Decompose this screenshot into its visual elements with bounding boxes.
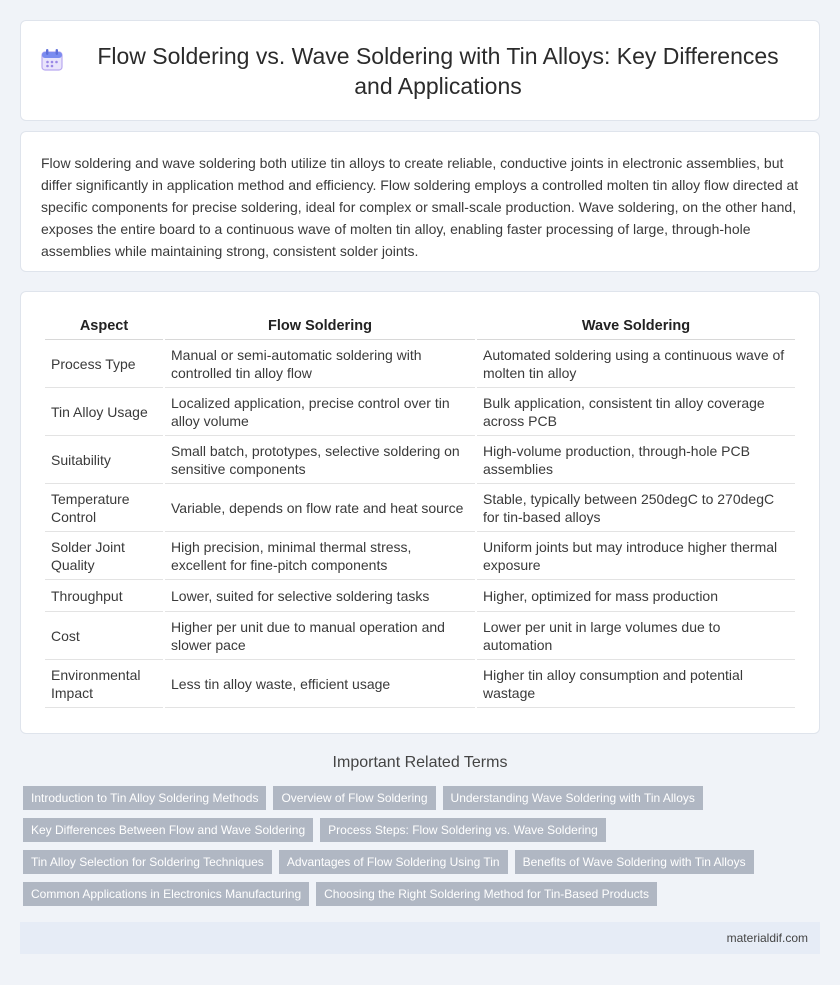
related-term-tag[interactable]: Understanding Wave Soldering with Tin Alloys	[443, 786, 703, 810]
related-term-tag[interactable]: Key Differences Between Flow and Wave Soldering	[23, 818, 313, 842]
related-term-tag[interactable]: Process Steps: Flow Soldering vs. Wave Soldering	[320, 818, 606, 842]
table-row	[45, 388, 795, 436]
flow-cell: Lower, suited for selective soldering tasks	[165, 580, 475, 612]
related-term-tag[interactable]: Overview of Flow Soldering	[273, 786, 435, 810]
table-row	[45, 436, 795, 484]
wave-cell: Higher tin alloy consumption and potential wastage	[477, 660, 795, 708]
wave-cell: Lower per unit in large volumes due to automation	[477, 612, 795, 660]
wave-cell: Higher, optimized for mass production	[477, 580, 795, 612]
table-row	[45, 580, 795, 612]
aspect-cell: Throughput	[45, 580, 163, 612]
aspect-cell: Cost	[45, 612, 163, 660]
comparison-table	[43, 316, 797, 708]
related-term-tag[interactable]: Introduction to Tin Alloy Soldering Methods	[23, 786, 266, 810]
header-aspect: Aspect	[45, 316, 163, 340]
intro-card	[20, 131, 820, 272]
flow-cell: Higher per unit due to manual operation and slower pace	[165, 612, 475, 660]
wave-cell: Bulk application, consistent tin alloy coverage across PCB	[477, 388, 795, 436]
header-card	[20, 20, 820, 121]
intro-paragraph: Flow soldering and wave soldering both utilize tin alloys to create reliable, conductive joints in electronic assemblies, but differ significantly in application method and efficiency. Flow soldering employs a controlled molten tin alloy flow directed at specific components for precise soldering, ideal for complex or small-scale production. Wave soldering, on the other hand, exposes the entire board to a continuous wave of molten tin alloy, enabling faster processing of large, through-hole assemblies while maintaining strong, consistent solder joints.	[41, 155, 799, 259]
header-flow-soldering: Flow Soldering	[165, 316, 475, 340]
wave-cell: Automated soldering using a continuous wave of molten tin alloy	[477, 340, 795, 388]
table-row	[45, 532, 795, 580]
related-terms-list	[23, 786, 823, 914]
wave-cell: Stable, typically between 250degC to 270degC for tin-based alloys	[477, 484, 795, 532]
aspect-cell: Process Type	[45, 340, 163, 388]
related-term-tag[interactable]: Advantages of Flow Soldering Using Tin	[279, 850, 508, 874]
aspect-cell: Suitability	[45, 436, 163, 484]
flow-cell: High precision, minimal thermal stress, excellent for fine-pitch components	[165, 532, 475, 580]
flow-cell: Small batch, prototypes, selective soldering on sensitive components	[165, 436, 475, 484]
footer	[20, 922, 820, 954]
related-term-tag[interactable]: Benefits of Wave Soldering with Tin Alloys	[515, 850, 754, 874]
related-term-tag[interactable]: Tin Alloy Selection for Soldering Techniques	[23, 850, 272, 874]
table-row	[45, 660, 795, 708]
flow-cell: Variable, depends on flow rate and heat source	[165, 484, 475, 532]
flow-cell: Manual or semi-automatic soldering with controlled tin alloy flow	[165, 340, 475, 388]
related-term-tag[interactable]: Choosing the Right Soldering Method for Tin-Based Products	[316, 882, 657, 906]
wave-cell: Uniform joints but may introduce higher thermal exposure	[477, 532, 795, 580]
table-row	[45, 484, 795, 532]
aspect-cell: Tin Alloy Usage	[45, 388, 163, 436]
table-row	[45, 340, 795, 388]
footer-site-link[interactable]: materialdif.com	[726, 931, 808, 945]
related-term-tag[interactable]: Common Applications in Electronics Manufacturing	[23, 882, 309, 906]
related-terms-heading: Important Related Terms	[332, 754, 508, 771]
flow-cell: Less tin alloy waste, efficient usage	[165, 660, 475, 708]
aspect-cell: Temperature Control	[45, 484, 163, 532]
aspect-cell: Environmental Impact	[45, 660, 163, 708]
table-header-row	[45, 316, 795, 340]
flow-cell: Localized application, precise control over tin alloy volume	[165, 388, 475, 436]
calendar-icon	[39, 47, 65, 73]
wave-cell: High-volume production, through-hole PCB assemblies	[477, 436, 795, 484]
aspect-cell: Solder Joint Quality	[45, 532, 163, 580]
header-wave-soldering: Wave Soldering	[477, 316, 795, 340]
table-row	[45, 612, 795, 660]
comparison-table-card	[20, 291, 820, 734]
page-title: Flow Soldering vs. Wave Soldering with Tin Alloys: Key Differences and Applications	[97, 42, 779, 99]
